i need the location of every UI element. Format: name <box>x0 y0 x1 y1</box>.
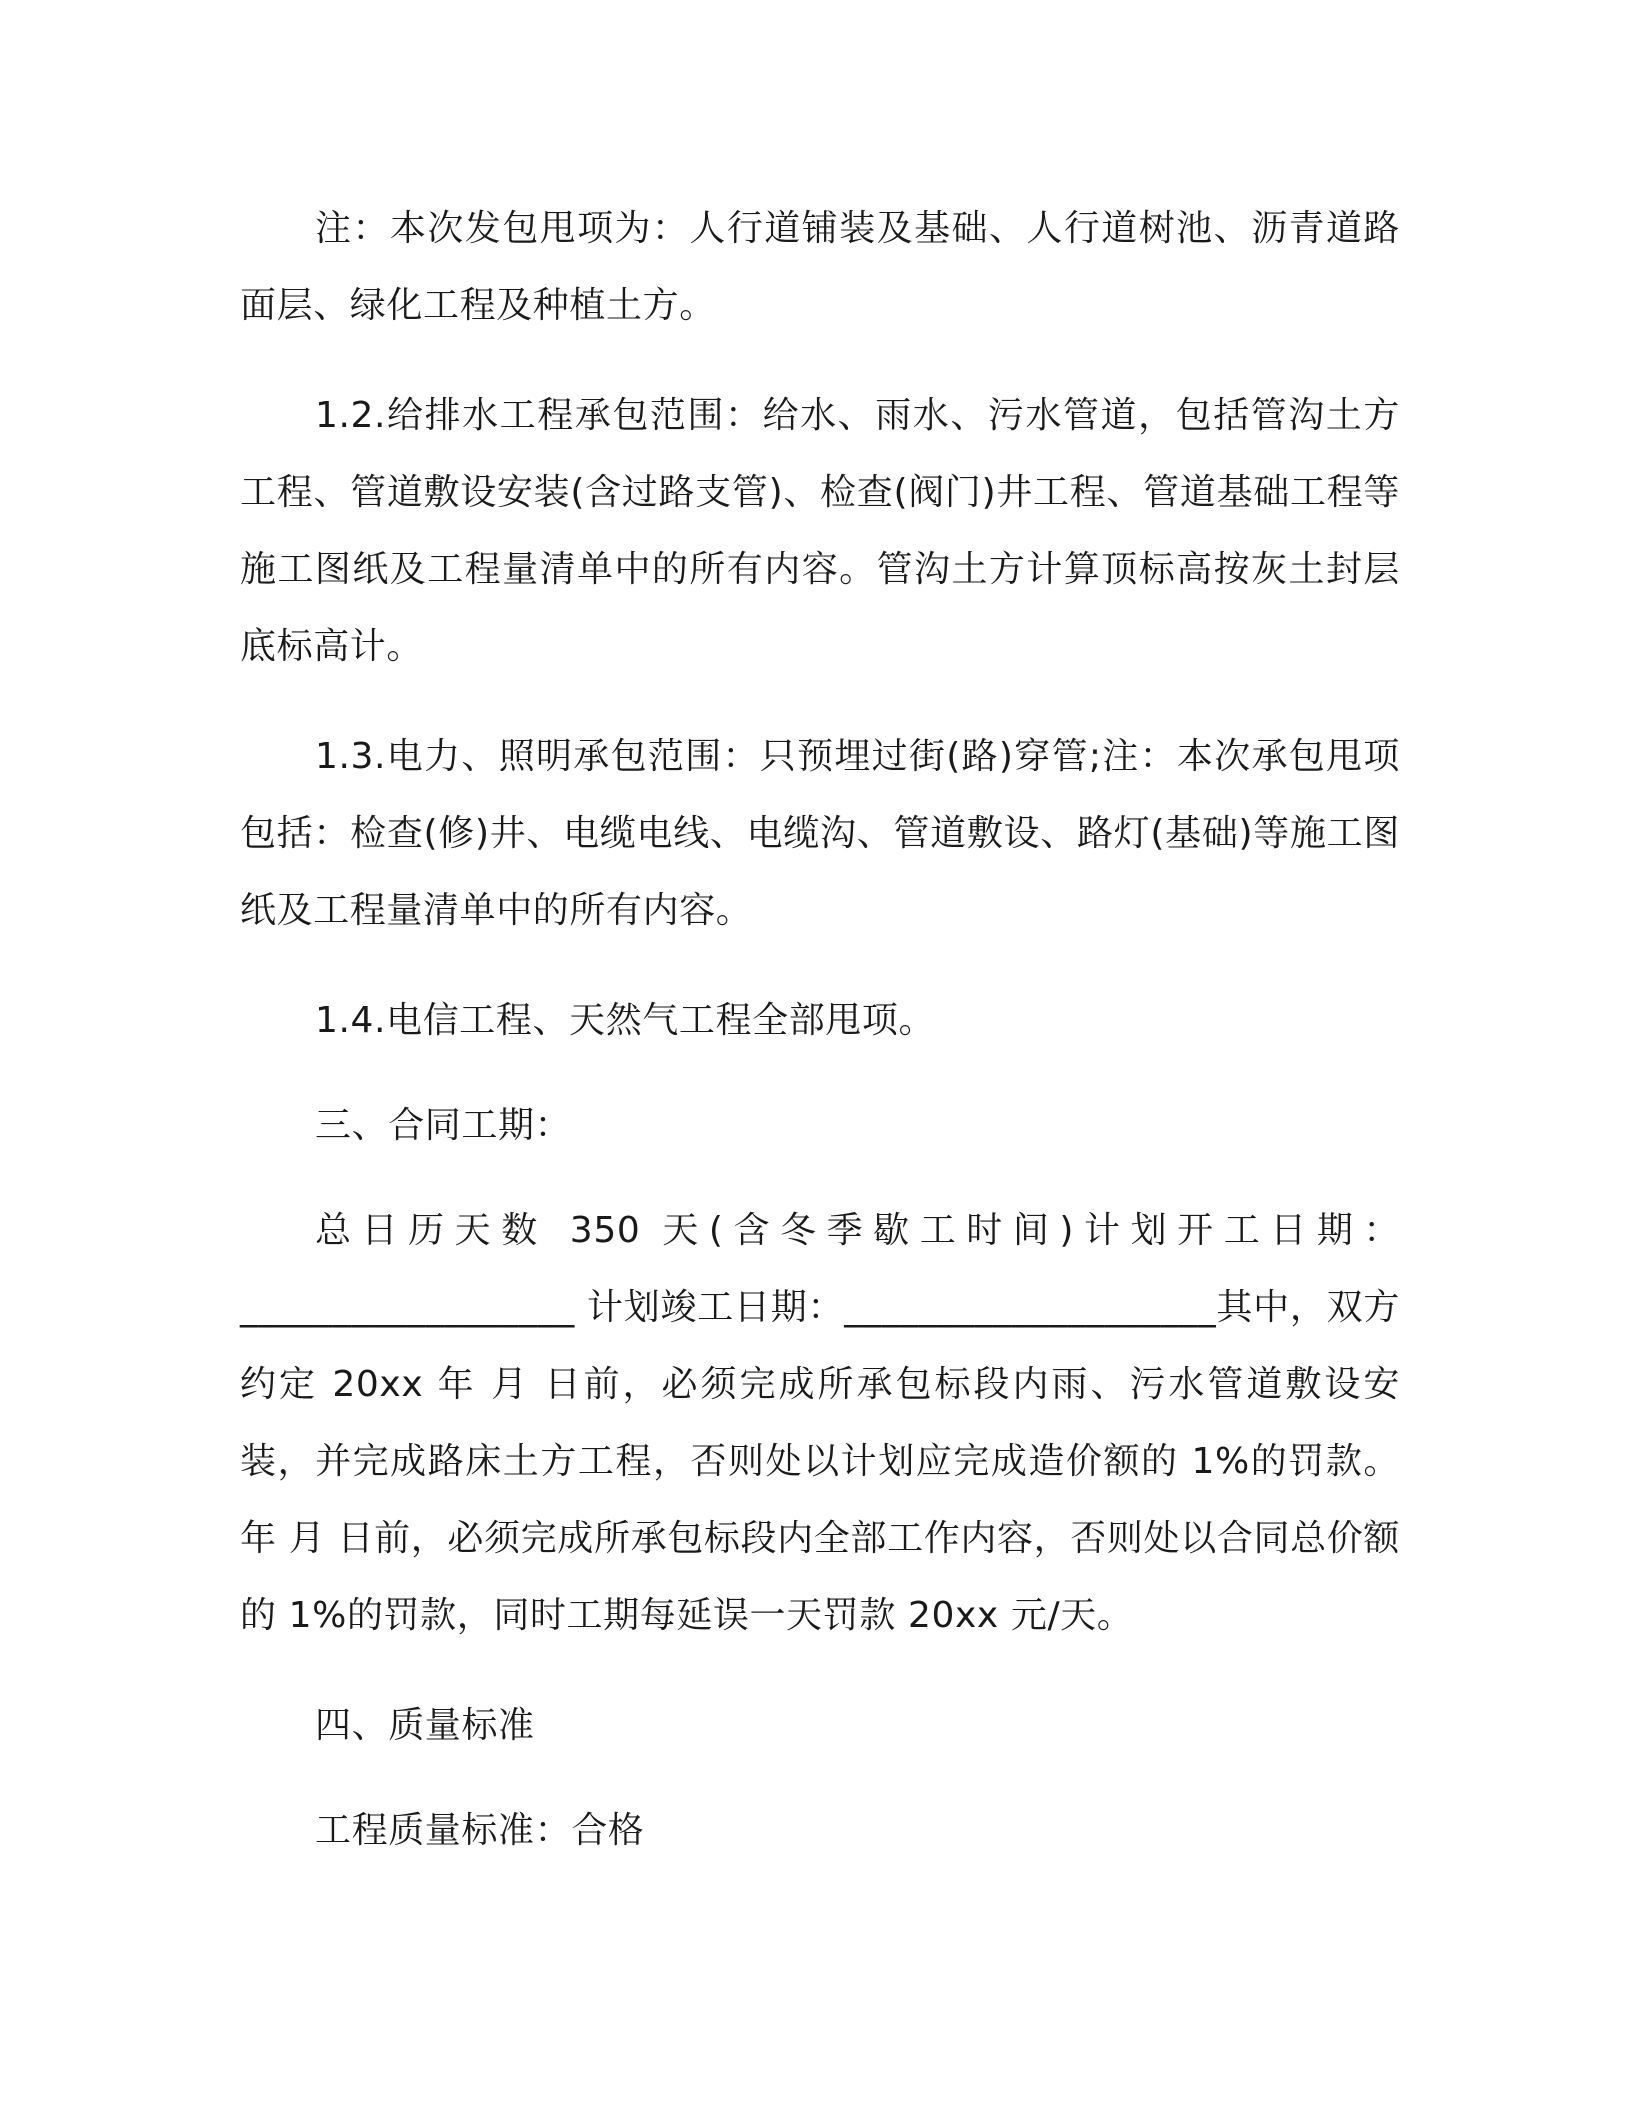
paragraph-contract-period-details: 总日历天数 350 天(含冬季歇工时间)计划开工日期：__________________ 计划竣工日期：____________________其中，双方约定 20xx 年 月 日前，必须完成所承包标段内雨、污水管道敷设安装，并完成路床土方工程，否则处以计划应完成造价额的 1%的罚款。年 月 日前，必须完成所承包标段内全部工作内容，否则处以合同总价额的 1%的罚款，同时工期每延误一天罚款 20xx 元/天。 <box>240 1210 1400 1636</box>
paragraph-quality-standard: 工程质量标准：合格 <box>315 1810 645 1851</box>
paragraph-water-drainage-scope: 1.2.给排水工程承包范围：给水、雨水、污水管道，包括管沟土方工程、管道敷设安装(含过路支管)、检查(阀门)井工程、管道基础工程等施工图纸及工程量清单中的所有内容。管沟土方计算顶标高按灰土封层底标高计。 <box>240 395 1400 667</box>
paragraph-power-lighting-scope: 1.3.电力、照明承包范围：只预埋过街(路)穿管;注：本次承包甩项包括：检查(修)井、电缆电线、电缆沟、管道敷设、路灯(基础)等施工图纸及工程量清单中的所有内容。 <box>240 736 1400 931</box>
paragraph-note-exclusions: 注：本次发包甩项为：人行道铺装及基础、人行道树池、沥青道路面层、绿化工程及种植土方。 <box>240 208 1400 326</box>
document-body <box>240 190 1400 1897</box>
section-heading-quality-standard: 四、质量标准 <box>315 1705 535 1746</box>
paragraph-telecom-gas: 1.4.电信工程、天然气工程全部甩项。 <box>315 1000 936 1041</box>
section-heading-contract-period: 三、合同工期： <box>315 1105 572 1146</box>
